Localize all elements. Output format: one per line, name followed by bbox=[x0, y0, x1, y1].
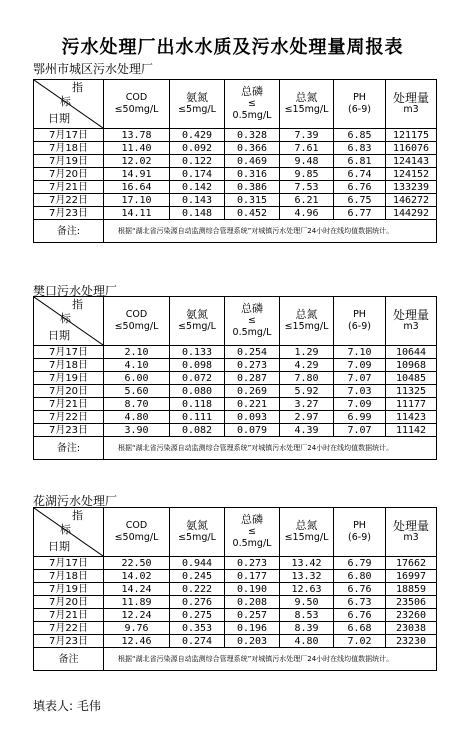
table-row bbox=[34, 129, 437, 142]
volume-cell: 133239 bbox=[386, 181, 437, 194]
nitrogen-header bbox=[280, 297, 334, 346]
nitrogen-cell: 2.97 bbox=[280, 411, 334, 424]
volume-cell: 124152 bbox=[386, 168, 437, 181]
phosphorus-cell: 0.287 bbox=[225, 372, 280, 385]
phosphorus-limit: 0.5mg/L bbox=[232, 327, 272, 338]
ammonia-cell: 0.944 bbox=[170, 557, 225, 570]
ammonia-limit: ≤5mg/L bbox=[178, 532, 216, 543]
corner-label-date: 日期 bbox=[48, 540, 70, 553]
nitrogen-header bbox=[280, 508, 334, 557]
volume-cell: 144292 bbox=[386, 207, 437, 220]
volume-cell: 10968 bbox=[386, 359, 437, 372]
date-cell: 7月21日 bbox=[34, 181, 104, 194]
volume-cell: 11423 bbox=[386, 411, 437, 424]
cod-header bbox=[104, 508, 170, 557]
ammonia-cell: 0.245 bbox=[170, 570, 225, 583]
ph-cell: 6.73 bbox=[334, 596, 386, 609]
nitrogen-cell: 4.96 bbox=[280, 207, 334, 220]
phosphorus-cell: 0.221 bbox=[225, 398, 280, 411]
nitrogen-limit: ≤15mg/L bbox=[284, 104, 329, 115]
volume-cell: 11177 bbox=[386, 398, 437, 411]
ph-name: PH bbox=[353, 520, 366, 531]
phosphorus-cell: 0.386 bbox=[225, 181, 280, 194]
ph-cell: 7.10 bbox=[334, 346, 386, 359]
table-row bbox=[34, 346, 437, 359]
cod-name: COD bbox=[125, 92, 148, 103]
note-label: 备注 bbox=[34, 648, 104, 671]
phosphorus-cell: 0.366 bbox=[225, 142, 280, 155]
ph-header bbox=[334, 508, 386, 557]
ammonia-cell: 0.080 bbox=[170, 385, 225, 398]
note-row bbox=[34, 648, 437, 671]
corner-label-standard: 标 bbox=[60, 95, 71, 108]
note-row bbox=[34, 437, 437, 460]
ph-cell: 6.85 bbox=[334, 129, 386, 142]
plant-name: 鄂州市城区污水处理厂 bbox=[33, 62, 154, 76]
volume-header bbox=[386, 297, 437, 346]
date-cell: 7月22日 bbox=[34, 194, 104, 207]
cod-cell: 14.11 bbox=[104, 207, 170, 220]
phosphorus-cell: 0.254 bbox=[225, 346, 280, 359]
corner-label-indicator: 指 bbox=[72, 81, 83, 94]
volume-cell: 116076 bbox=[386, 142, 437, 155]
note-text: 根据“湖北省污染源自动监测综合管理系统”对城镇污水处理厂24小时在线均值数据统计。 bbox=[104, 437, 437, 460]
ph-cell: 6.75 bbox=[334, 194, 386, 207]
phosphorus-cell: 0.273 bbox=[225, 557, 280, 570]
ph-cell: 7.07 bbox=[334, 372, 386, 385]
cod-cell: 22.50 bbox=[104, 557, 170, 570]
ammonia-cell: 0.148 bbox=[170, 207, 225, 220]
plant-name: 花湖污水处理厂 bbox=[33, 494, 118, 508]
cod-cell: 13.78 bbox=[104, 129, 170, 142]
date-cell: 7月19日 bbox=[34, 583, 104, 596]
phosphorus-cell: 0.203 bbox=[225, 635, 280, 648]
ammonia-header bbox=[170, 508, 225, 557]
corner-label-indicator: 指 bbox=[72, 298, 83, 311]
date-cell: 7月19日 bbox=[34, 155, 104, 168]
nitrogen-cell: 13.32 bbox=[280, 570, 334, 583]
phosphorus-cell: 0.452 bbox=[225, 207, 280, 220]
nitrogen-limit: ≤15mg/L bbox=[284, 321, 329, 332]
volume-cell: 23506 bbox=[386, 596, 437, 609]
cod-cell: 14.24 bbox=[104, 583, 170, 596]
ph-cell: 6.76 bbox=[334, 609, 386, 622]
volume-cell: 146272 bbox=[386, 194, 437, 207]
cod-cell: 16.64 bbox=[104, 181, 170, 194]
table-row bbox=[34, 194, 437, 207]
table-row bbox=[34, 359, 437, 372]
cod-cell: 6.00 bbox=[104, 372, 170, 385]
phosphorus-cell: 0.257 bbox=[225, 609, 280, 622]
volume-header bbox=[386, 508, 437, 557]
cod-header bbox=[104, 297, 170, 346]
ammonia-name: 氨氮 bbox=[186, 519, 208, 532]
date-cell: 7月17日 bbox=[34, 346, 104, 359]
phosphorus-header bbox=[225, 508, 280, 557]
nitrogen-name: 总氮 bbox=[295, 308, 318, 321]
nitrogen-cell: 9.48 bbox=[280, 155, 334, 168]
cod-cell: 3.90 bbox=[104, 424, 170, 437]
phosphorus-cell: 0.093 bbox=[225, 411, 280, 424]
table-row bbox=[34, 635, 437, 648]
cod-limit: ≤50mg/L bbox=[114, 104, 159, 115]
volume-unit: m3 bbox=[403, 321, 419, 332]
ammonia-cell: 0.222 bbox=[170, 583, 225, 596]
date-cell: 7月21日 bbox=[34, 398, 104, 411]
date-cell: 7月18日 bbox=[34, 570, 104, 583]
volume-cell: 124143 bbox=[386, 155, 437, 168]
ph-cell: 6.68 bbox=[334, 622, 386, 635]
ammonia-cell: 0.111 bbox=[170, 411, 225, 424]
table-row bbox=[34, 411, 437, 424]
nitrogen-cell: 4.39 bbox=[280, 424, 334, 437]
volume-header bbox=[386, 80, 437, 129]
filler-name: 毛伟 bbox=[76, 699, 101, 713]
ammonia-cell: 0.429 bbox=[170, 129, 225, 142]
filler-label: 填表人: bbox=[33, 699, 74, 713]
table-header-row bbox=[34, 508, 437, 557]
volume-cell: 17662 bbox=[386, 557, 437, 570]
cod-cell: 4.10 bbox=[104, 359, 170, 372]
date-cell: 7月21日 bbox=[34, 609, 104, 622]
phosphorus-symbol: ≤ bbox=[248, 98, 256, 109]
cod-cell: 5.60 bbox=[104, 385, 170, 398]
volume-cell: 23230 bbox=[386, 635, 437, 648]
ammonia-cell: 0.133 bbox=[170, 346, 225, 359]
nitrogen-cell: 9.85 bbox=[280, 168, 334, 181]
table-row bbox=[34, 207, 437, 220]
phosphorus-cell: 0.469 bbox=[225, 155, 280, 168]
nitrogen-name: 总氮 bbox=[295, 91, 318, 104]
table-row bbox=[34, 385, 437, 398]
nitrogen-header bbox=[280, 80, 334, 129]
cod-header bbox=[104, 80, 170, 129]
note-text: 根据“湖北省污染源自动监测综合管理系统”对城镇污水处理厂24小时在线均值数据统计。 bbox=[104, 648, 437, 671]
corner-header-cell bbox=[34, 508, 104, 557]
ph-cell: 6.80 bbox=[334, 570, 386, 583]
table-row bbox=[34, 142, 437, 155]
ammonia-cell: 0.276 bbox=[170, 596, 225, 609]
plant-name: 樊口污水处理厂 bbox=[33, 284, 118, 298]
ph-range: (6-9) bbox=[348, 104, 371, 115]
ammonia-name: 氨氮 bbox=[186, 308, 208, 321]
phosphorus-name: 总磷 bbox=[241, 85, 263, 98]
ammonia-cell: 0.143 bbox=[170, 194, 225, 207]
date-cell: 7月18日 bbox=[34, 359, 104, 372]
ph-range: (6-9) bbox=[348, 321, 371, 332]
ammonia-cell: 0.098 bbox=[170, 359, 225, 372]
cod-cell: 9.76 bbox=[104, 622, 170, 635]
cod-cell: 12.24 bbox=[104, 609, 170, 622]
nitrogen-cell: 7.61 bbox=[280, 142, 334, 155]
nitrogen-limit: ≤15mg/L bbox=[284, 532, 329, 543]
volume-name: 处理量 bbox=[392, 308, 429, 322]
nitrogen-cell: 6.21 bbox=[280, 194, 334, 207]
ph-cell: 6.83 bbox=[334, 142, 386, 155]
table-header-row bbox=[34, 80, 437, 129]
corner-label-standard: 标 bbox=[60, 312, 71, 325]
table-row bbox=[34, 622, 437, 635]
volume-cell: 23260 bbox=[386, 609, 437, 622]
phosphorus-cell: 0.177 bbox=[225, 570, 280, 583]
ph-header bbox=[334, 80, 386, 129]
date-cell: 7月17日 bbox=[34, 557, 104, 570]
nitrogen-cell: 7.80 bbox=[280, 372, 334, 385]
phosphorus-limit: 0.5mg/L bbox=[232, 538, 272, 549]
ph-cell: 7.07 bbox=[334, 424, 386, 437]
table-row bbox=[34, 583, 437, 596]
corner-header-cell bbox=[34, 80, 104, 129]
ph-range: (6-9) bbox=[348, 532, 371, 543]
cod-name: COD bbox=[125, 520, 148, 531]
table-row bbox=[34, 570, 437, 583]
corner-header-cell bbox=[34, 297, 104, 346]
ammonia-cell: 0.353 bbox=[170, 622, 225, 635]
nitrogen-cell: 1.29 bbox=[280, 346, 334, 359]
date-cell: 7月22日 bbox=[34, 622, 104, 635]
ph-cell: 6.74 bbox=[334, 168, 386, 181]
phosphorus-cell: 0.190 bbox=[225, 583, 280, 596]
ammonia-header bbox=[170, 297, 225, 346]
date-cell: 7月20日 bbox=[34, 596, 104, 609]
ammonia-cell: 0.118 bbox=[170, 398, 225, 411]
date-cell: 7月23日 bbox=[34, 424, 104, 437]
water-quality-table bbox=[33, 296, 437, 460]
corner-label-date: 日期 bbox=[48, 329, 70, 342]
ph-cell: 7.09 bbox=[334, 398, 386, 411]
volume-cell: 10485 bbox=[386, 372, 437, 385]
cod-name: COD bbox=[125, 309, 148, 320]
water-quality-table bbox=[33, 507, 437, 671]
ammonia-cell: 0.082 bbox=[170, 424, 225, 437]
volume-cell: 18859 bbox=[386, 583, 437, 596]
volume-cell: 16997 bbox=[386, 570, 437, 583]
cod-cell: 14.91 bbox=[104, 168, 170, 181]
ammonia-limit: ≤5mg/L bbox=[178, 104, 216, 115]
table-row bbox=[34, 155, 437, 168]
phosphorus-cell: 0.208 bbox=[225, 596, 280, 609]
cod-cell: 17.10 bbox=[104, 194, 170, 207]
date-cell: 7月23日 bbox=[34, 635, 104, 648]
nitrogen-cell: 13.42 bbox=[280, 557, 334, 570]
date-cell: 7月17日 bbox=[34, 129, 104, 142]
table-row bbox=[34, 596, 437, 609]
ammonia-cell: 0.274 bbox=[170, 635, 225, 648]
nitrogen-cell: 7.53 bbox=[280, 181, 334, 194]
note-text: 根据“湖北省污染源自动监测综合管理系统”对城镇污水处理厂24小时在线均值数据统计。 bbox=[104, 220, 437, 243]
corner-label-standard: 标 bbox=[60, 523, 71, 536]
volume-cell: 10644 bbox=[386, 346, 437, 359]
volume-unit: m3 bbox=[403, 532, 419, 543]
phosphorus-cell: 0.273 bbox=[225, 359, 280, 372]
ammonia-cell: 0.275 bbox=[170, 609, 225, 622]
ammonia-cell: 0.174 bbox=[170, 168, 225, 181]
ph-cell: 6.79 bbox=[334, 557, 386, 570]
table-row bbox=[34, 557, 437, 570]
ph-name: PH bbox=[353, 92, 366, 103]
ph-cell: 6.77 bbox=[334, 207, 386, 220]
note-label: 备注: bbox=[34, 437, 104, 460]
ammonia-name: 氨氮 bbox=[186, 91, 208, 104]
phosphorus-header bbox=[225, 80, 280, 129]
ph-cell: 6.99 bbox=[334, 411, 386, 424]
date-cell: 7月22日 bbox=[34, 411, 104, 424]
corner-label-indicator: 指 bbox=[72, 509, 83, 522]
ph-name: PH bbox=[353, 309, 366, 320]
volume-name: 处理量 bbox=[392, 91, 429, 105]
phosphorus-cell: 0.079 bbox=[225, 424, 280, 437]
volume-cell: 11142 bbox=[386, 424, 437, 437]
cod-cell: 14.02 bbox=[104, 570, 170, 583]
water-quality-table bbox=[33, 79, 437, 243]
nitrogen-cell: 9.50 bbox=[280, 596, 334, 609]
report-title: 污水处理厂出水水质及污水处理量周报表 bbox=[61, 37, 404, 58]
ammonia-cell: 0.092 bbox=[170, 142, 225, 155]
volume-unit: m3 bbox=[403, 104, 419, 115]
table-row bbox=[34, 398, 437, 411]
nitrogen-cell: 4.29 bbox=[280, 359, 334, 372]
cod-cell: 11.40 bbox=[104, 142, 170, 155]
ph-cell: 7.09 bbox=[334, 359, 386, 372]
volume-cell: 23038 bbox=[386, 622, 437, 635]
date-cell: 7月20日 bbox=[34, 385, 104, 398]
phosphorus-cell: 0.315 bbox=[225, 194, 280, 207]
nitrogen-cell: 8.39 bbox=[280, 622, 334, 635]
table-row bbox=[34, 424, 437, 437]
phosphorus-cell: 0.328 bbox=[225, 129, 280, 142]
cod-limit: ≤50mg/L bbox=[114, 321, 159, 332]
table-row bbox=[34, 609, 437, 622]
nitrogen-cell: 12.63 bbox=[280, 583, 334, 596]
nitrogen-name: 总氮 bbox=[295, 519, 318, 532]
nitrogen-cell: 4.80 bbox=[280, 635, 334, 648]
table-row bbox=[34, 168, 437, 181]
phosphorus-cell: 0.316 bbox=[225, 168, 280, 181]
nitrogen-cell: 8.53 bbox=[280, 609, 334, 622]
date-cell: 7月23日 bbox=[34, 207, 104, 220]
phosphorus-limit: 0.5mg/L bbox=[232, 110, 272, 121]
table-row bbox=[34, 372, 437, 385]
cod-cell: 4.80 bbox=[104, 411, 170, 424]
note-row bbox=[34, 220, 437, 243]
volume-cell: 11325 bbox=[386, 385, 437, 398]
ammonia-cell: 0.142 bbox=[170, 181, 225, 194]
date-cell: 7月20日 bbox=[34, 168, 104, 181]
filler-line bbox=[33, 697, 101, 714]
cod-limit: ≤50mg/L bbox=[114, 532, 159, 543]
date-cell: 7月18日 bbox=[34, 142, 104, 155]
ammonia-cell: 0.122 bbox=[170, 155, 225, 168]
ph-header bbox=[334, 297, 386, 346]
phosphorus-cell: 0.196 bbox=[225, 622, 280, 635]
corner-label-date: 日期 bbox=[48, 112, 70, 125]
table-row bbox=[34, 181, 437, 194]
phosphorus-name: 总磷 bbox=[241, 302, 263, 315]
ph-cell: 6.76 bbox=[334, 181, 386, 194]
cod-cell: 2.10 bbox=[104, 346, 170, 359]
phosphorus-cell: 0.269 bbox=[225, 385, 280, 398]
cod-cell: 11.89 bbox=[104, 596, 170, 609]
ph-cell: 7.02 bbox=[334, 635, 386, 648]
date-cell: 7月19日 bbox=[34, 372, 104, 385]
cod-cell: 12.02 bbox=[104, 155, 170, 168]
note-label: 备注: bbox=[34, 220, 104, 243]
cod-cell: 12.46 bbox=[104, 635, 170, 648]
nitrogen-cell: 5.92 bbox=[280, 385, 334, 398]
ph-cell: 6.76 bbox=[334, 583, 386, 596]
phosphorus-header bbox=[225, 297, 280, 346]
ammonia-limit: ≤5mg/L bbox=[178, 321, 216, 332]
nitrogen-cell: 7.39 bbox=[280, 129, 334, 142]
volume-name: 处理量 bbox=[392, 519, 429, 533]
ph-cell: 6.81 bbox=[334, 155, 386, 168]
ammonia-header bbox=[170, 80, 225, 129]
phosphorus-name: 总磷 bbox=[241, 513, 263, 526]
ph-cell: 7.03 bbox=[334, 385, 386, 398]
ammonia-cell: 0.072 bbox=[170, 372, 225, 385]
phosphorus-symbol: ≤ bbox=[248, 315, 256, 326]
volume-cell: 121175 bbox=[386, 129, 437, 142]
phosphorus-symbol: ≤ bbox=[248, 526, 256, 537]
table-header-row bbox=[34, 297, 437, 346]
cod-cell: 8.70 bbox=[104, 398, 170, 411]
nitrogen-cell: 3.27 bbox=[280, 398, 334, 411]
